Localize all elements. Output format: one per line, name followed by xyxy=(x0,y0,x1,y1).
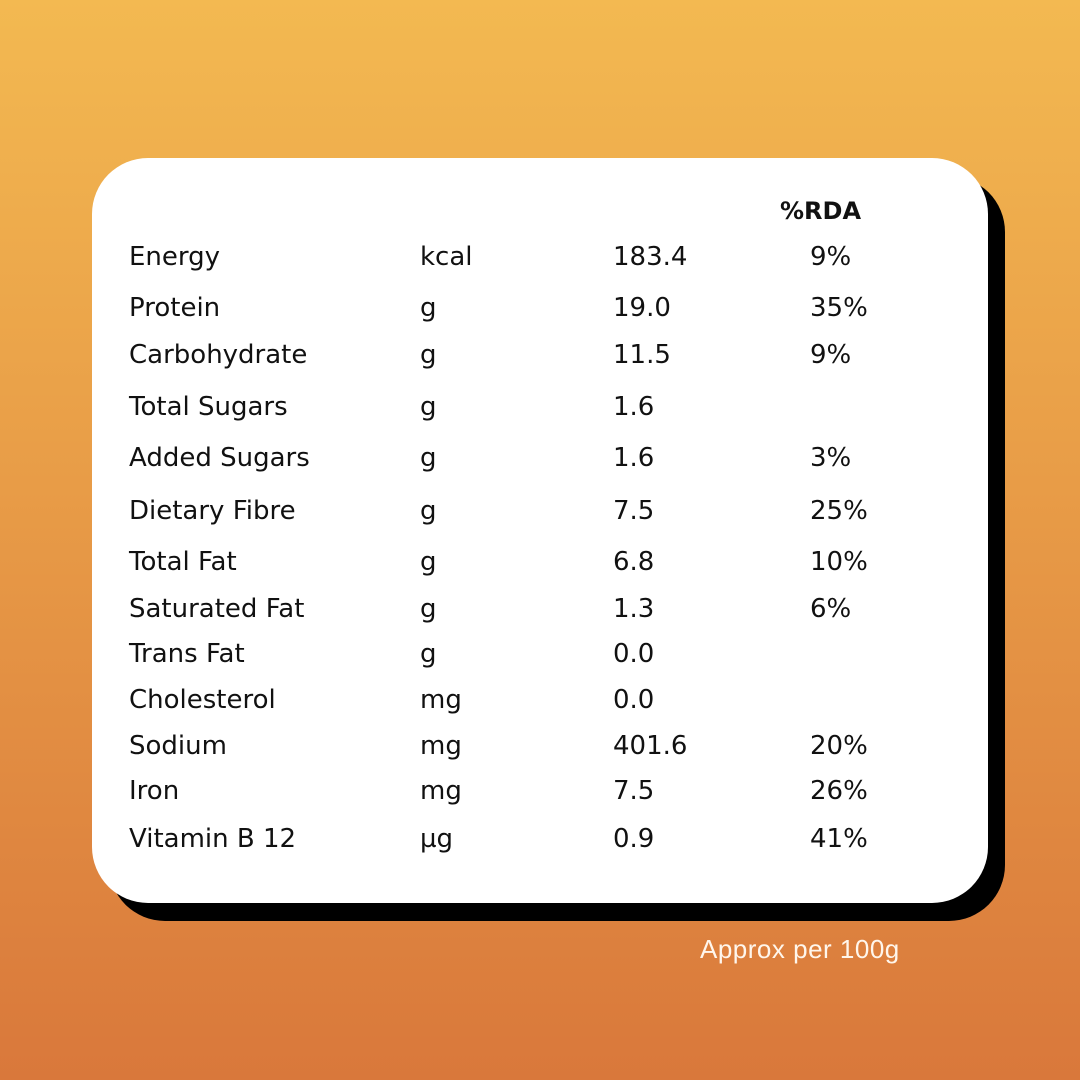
nutrient-value: 7.5 xyxy=(613,776,655,806)
nutrient-name: Carbohydrate xyxy=(129,340,308,370)
nutrient-value: 11.5 xyxy=(613,340,671,370)
nutrient-unit: g xyxy=(420,293,437,323)
nutrient-name: Protein xyxy=(129,293,221,323)
nutrient-unit: kcal xyxy=(420,242,473,272)
table-row xyxy=(0,389,1080,425)
nutrient-rda: 20% xyxy=(810,731,868,761)
nutrient-value: 6.8 xyxy=(613,547,655,577)
nutrient-value: 0.0 xyxy=(613,685,655,715)
nutrient-value: 401.6 xyxy=(613,731,688,761)
nutrient-name: Cholesterol xyxy=(129,685,276,715)
nutrient-unit: g xyxy=(420,340,437,370)
nutrient-name: Trans Fat xyxy=(129,639,245,669)
table-row xyxy=(0,821,1080,857)
rda-column-header: %RDA xyxy=(780,197,862,225)
nutrient-name: Vitamin B 12 xyxy=(129,824,297,854)
nutrient-rda: 10% xyxy=(810,547,868,577)
nutrient-name: Dietary Fibre xyxy=(129,496,296,526)
table-row xyxy=(0,544,1080,580)
nutrient-name: Sodium xyxy=(129,731,227,761)
nutrient-value: 1.6 xyxy=(613,443,655,473)
nutrient-unit: g xyxy=(420,594,437,624)
nutrient-rda: 9% xyxy=(810,242,852,272)
nutrient-name: Iron xyxy=(129,776,180,806)
nutrient-value: 1.3 xyxy=(613,594,655,624)
table-row xyxy=(0,636,1080,672)
table-row xyxy=(0,440,1080,476)
nutrient-rda: 25% xyxy=(810,496,868,526)
nutrient-value: 183.4 xyxy=(613,242,688,272)
table-row xyxy=(0,682,1080,718)
nutrient-rda: 3% xyxy=(810,443,852,473)
nutrient-unit: g xyxy=(420,639,437,669)
table-row xyxy=(0,290,1080,326)
nutrient-unit: g xyxy=(420,547,437,577)
nutrient-rda: 6% xyxy=(810,594,852,624)
nutrient-value: 7.5 xyxy=(613,496,655,526)
nutrient-unit: mg xyxy=(420,685,462,715)
table-row xyxy=(0,493,1080,529)
nutrient-rda: 41% xyxy=(810,824,868,854)
nutrient-value: 1.6 xyxy=(613,392,655,422)
nutrient-name: Total Sugars xyxy=(129,392,288,422)
nutrient-value: 0.9 xyxy=(613,824,655,854)
nutrient-name: Saturated Fat xyxy=(129,594,305,624)
nutrient-rda: 35% xyxy=(810,293,868,323)
nutrient-value: 19.0 xyxy=(613,293,671,323)
nutrient-unit: g xyxy=(420,443,437,473)
nutrient-unit: mg xyxy=(420,731,462,761)
nutrient-name: Total Fat xyxy=(129,547,237,577)
table-row xyxy=(0,337,1080,373)
table-row xyxy=(0,728,1080,764)
nutrient-value: 0.0 xyxy=(613,639,655,669)
table-row xyxy=(0,239,1080,275)
nutrient-rda: 26% xyxy=(810,776,868,806)
nutrient-unit: µg xyxy=(420,824,454,854)
nutrient-name: Added Sugars xyxy=(129,443,310,473)
nutrient-unit: g xyxy=(420,392,437,422)
nutrient-name: Energy xyxy=(129,242,221,272)
nutrient-unit: mg xyxy=(420,776,462,806)
nutrient-unit: g xyxy=(420,496,437,526)
serving-footnote: Approx per 100g xyxy=(700,934,900,964)
table-row xyxy=(0,773,1080,809)
nutrient-rda: 9% xyxy=(810,340,852,370)
table-row xyxy=(0,591,1080,627)
